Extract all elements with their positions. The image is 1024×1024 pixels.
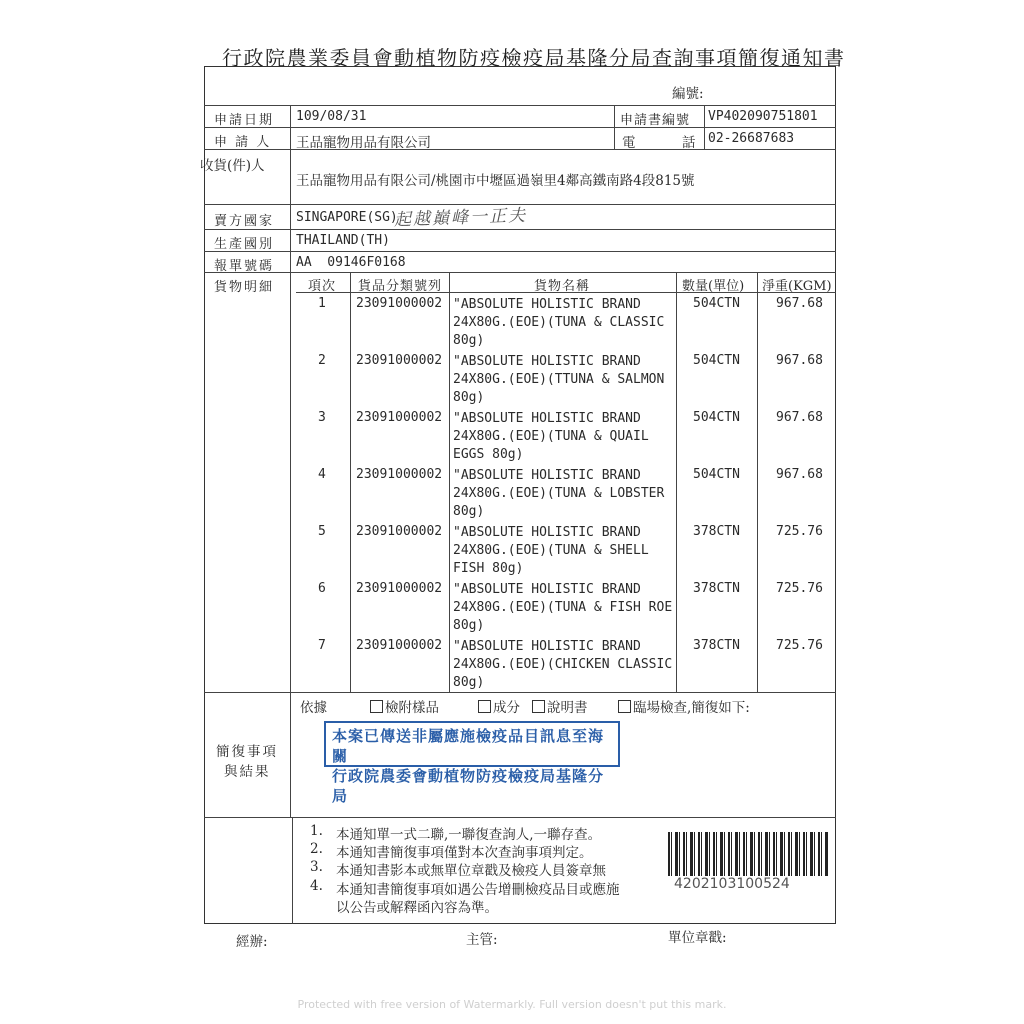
item-net-weight: 967.68: [776, 353, 823, 368]
item-number: 4: [318, 467, 326, 482]
item-name-line2: 24X80G.(EOE)(TUNA & FISH ROE: [453, 600, 673, 615]
rule: [204, 272, 836, 273]
barcode-number: 4202103100524: [674, 876, 790, 892]
item-quantity: 378CTN: [693, 638, 740, 653]
reply-label-line2: 與結果: [224, 764, 271, 780]
item-name-line1: "ABSOLUTE HOLISTIC BRAND: [453, 411, 641, 426]
rule: [350, 272, 351, 692]
rule: [204, 692, 836, 693]
seller-country-value: SINGAPORE(SG): [296, 210, 398, 225]
document-title: 行政院農業委員會動植物防疫檢疫局基隆分局查詢事項簡復通知書: [222, 46, 846, 70]
item-name-line1: "ABSOLUTE HOLISTIC BRAND: [453, 468, 641, 483]
phone-label: 電: [622, 135, 636, 151]
note-2-text: 本通知書簡復事項僅對本次查詢事項判定。: [336, 845, 593, 861]
phone-value: 02-26687683: [708, 131, 795, 146]
official-stamp: [324, 721, 620, 805]
rule: [204, 127, 836, 128]
option-sample-label: 檢附樣品: [385, 700, 439, 716]
note-4-num: 4.: [310, 878, 323, 894]
item-name-line3: FISH 80g): [453, 561, 524, 576]
item-name-line3: 80g): [453, 504, 485, 519]
item-name-line2: 24X80G.(EOE)(TUNA & LOBSTER: [453, 486, 665, 501]
item-hs-code: 23091000002: [356, 296, 443, 311]
seller-country-label: 賣方國家: [214, 214, 275, 229]
item-net-weight: 725.76: [776, 524, 823, 539]
item-name-line2: 24X80G.(EOE)(TUNA & CLASSIC: [453, 315, 665, 330]
item-name-line2: 24X80G.(EOE)(TUNA & SHELL: [453, 543, 649, 558]
rule: [704, 105, 705, 149]
item-name-line3: 80g): [453, 675, 485, 690]
item-hs-code: 23091000002: [356, 410, 443, 425]
item-quantity: 504CTN: [693, 467, 740, 482]
note-3-text: 本通知書影本或無單位章戳及檢疫人員簽章無: [336, 863, 606, 879]
option-manual[interactable]: [532, 696, 588, 716]
option-sample[interactable]: [370, 696, 439, 716]
item-name-line1: "ABSOLUTE HOLISTIC BRAND: [453, 582, 641, 597]
item-quantity: 504CTN: [693, 296, 740, 311]
item-name-line2: 24X80G.(EOE)(TTUNA & SALMON: [453, 372, 665, 387]
note-4-text: 本通知書簡復事項如遇公告增刪檢疫品目或應施: [336, 882, 620, 898]
item-name-line1: "ABSOLUTE HOLISTIC BRAND: [453, 525, 641, 540]
option-ingredients[interactable]: [478, 696, 520, 716]
item-number: 5: [318, 524, 326, 539]
item-net-weight: 967.68: [776, 410, 823, 425]
supervisor-label: 主管:: [466, 932, 498, 948]
item-name-line1: "ABSOLUTE HOLISTIC BRAND: [453, 639, 641, 654]
item-quantity: 504CTN: [693, 410, 740, 425]
item-hs-code: 23091000002: [356, 581, 443, 596]
rule: [449, 272, 450, 692]
checkbox-icon[interactable]: [478, 700, 491, 713]
item-hs-code: 23091000002: [356, 638, 443, 653]
item-number: 1: [318, 296, 326, 311]
option-ingredients-label: 成分: [493, 700, 520, 716]
handwritten-note: 起越巔峰一正夫: [393, 205, 528, 231]
stamp-line1: 本案已傳送非屬應施檢疫品目訊息至海關: [332, 727, 605, 765]
declaration-number-value: AA 09146F0168: [296, 255, 406, 270]
item-hs-code: 23091000002: [356, 353, 443, 368]
note-3-num: 3.: [310, 859, 323, 875]
serial-label: 編號:: [672, 86, 704, 102]
option-site-inspection[interactable]: [618, 696, 750, 716]
item-hs-code: 23091000002: [356, 524, 443, 539]
header-net-weight: 淨重(KGM): [762, 279, 832, 294]
phone-label-2: 話: [682, 135, 696, 151]
handler-label: 經辦:: [236, 934, 268, 950]
item-net-weight: 967.68: [776, 467, 823, 482]
item-name-line2: 24X80G.(EOE)(TUNA & QUAIL: [453, 429, 649, 444]
item-name-line1: "ABSOLUTE HOLISTIC BRAND: [453, 297, 641, 312]
origin-country-label: 生產國別: [214, 237, 275, 252]
rule: [614, 105, 615, 149]
item-quantity: 378CTN: [693, 524, 740, 539]
rule: [290, 692, 291, 817]
header-quantity: 數量(單位): [682, 279, 745, 294]
item-net-weight: 967.68: [776, 296, 823, 311]
application-number-label: 申請書編號: [620, 113, 691, 128]
rule: [204, 251, 836, 252]
item-quantity: 504CTN: [693, 353, 740, 368]
goods-detail-label: 貨物明細: [214, 280, 275, 295]
application-number-value: VP402090751801: [708, 109, 818, 124]
watermark-text: Protected with free version of Watermarkly. Full version doesn't put this mark.: [297, 998, 727, 1011]
header-item-no: 項次: [308, 279, 337, 294]
rule: [204, 817, 836, 818]
item-net-weight: 725.76: [776, 638, 823, 653]
rule: [290, 105, 291, 692]
item-number: 3: [318, 410, 326, 425]
item-number: 7: [318, 638, 326, 653]
consignee-label: 收貨(件)人: [200, 158, 265, 174]
applicant-label: 申 請 人: [214, 135, 272, 150]
applicant-value: 王品寵物用品有限公司: [296, 135, 431, 151]
option-manual-label: 說明書: [547, 700, 588, 716]
item-name-line1: "ABSOLUTE HOLISTIC BRAND: [453, 354, 641, 369]
item-hs-code: 23091000002: [356, 467, 443, 482]
rule: [757, 272, 758, 692]
note-1-text: 本通知單一式二聯,一聯復查詢人,一聯存查。: [336, 827, 602, 843]
item-name-line3: 80g): [453, 618, 485, 633]
checkbox-icon[interactable]: [532, 700, 545, 713]
item-net-weight: 725.76: [776, 581, 823, 596]
item-quantity: 378CTN: [693, 581, 740, 596]
item-name-line2: 24X80G.(EOE)(CHICKEN CLASSIC: [453, 657, 673, 672]
item-name-line3: EGGS 80g): [453, 447, 524, 462]
origin-country-value: THAILAND(TH): [296, 233, 390, 248]
item-number: 6: [318, 581, 326, 596]
barcode: [668, 832, 828, 876]
header-goods-name: 貨物名稱: [534, 279, 591, 294]
note-2-num: 2.: [310, 841, 323, 857]
item-name-line3: 80g): [453, 333, 485, 348]
basis-label: 依據: [300, 700, 327, 716]
rule: [676, 272, 677, 692]
rule: [292, 817, 293, 924]
rule: [204, 229, 836, 230]
declaration-number-label: 報單號碼: [214, 259, 275, 274]
checkbox-icon[interactable]: [370, 700, 383, 713]
item-number: 2: [318, 353, 326, 368]
header-hs-code: 貨品分類號列: [358, 279, 443, 294]
reply-label-line1: 簡復事項: [216, 744, 278, 760]
note-1-num: 1.: [310, 823, 323, 839]
checkbox-icon[interactable]: [618, 700, 631, 713]
stamp-line2: 行政院農委會動植物防疫檢疫局基隆分局: [332, 767, 605, 805]
apply-date-value: 109/08/31: [296, 109, 367, 124]
consignee-value: 王品寵物用品有限公司/桃園市中壢區過嶺里4鄰高鐵南路4段815號: [296, 173, 695, 189]
option-site-inspection-label: 臨場檢查,簡復如下:: [633, 700, 750, 716]
apply-date-label: 申請日期: [214, 113, 275, 128]
note-4-continued: 以公告或解釋函內容為準。: [336, 900, 498, 916]
item-name-line3: 80g): [453, 390, 485, 405]
unit-seal-label: 單位章戳:: [668, 930, 727, 946]
rule: [204, 105, 836, 106]
